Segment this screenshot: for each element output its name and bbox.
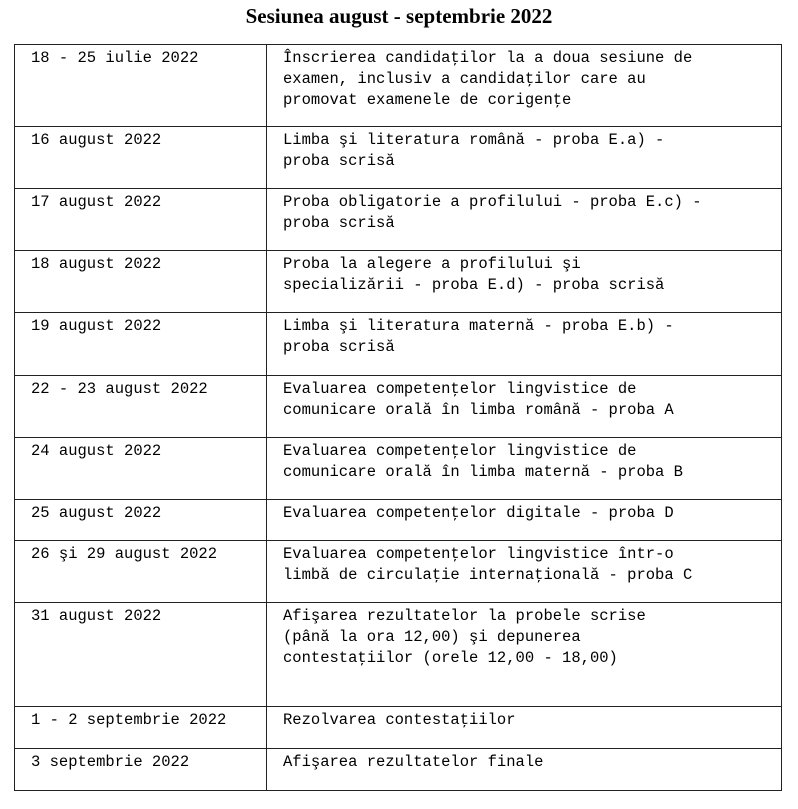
event-line: proba scrisă bbox=[283, 213, 395, 232]
event-line: Afişarea rezultatelor finale bbox=[283, 753, 544, 771]
date-cell: 18 - 25 iulie 2022 bbox=[14, 45, 267, 126]
date-cell: 25 august 2022 bbox=[14, 500, 267, 540]
event-cell bbox=[267, 376, 782, 437]
event-cell bbox=[267, 603, 782, 706]
event-line: Proba obligatorie a profilului - proba E.c) - bbox=[283, 193, 702, 211]
event-line: limbă de circulaţie internaţională - proba C bbox=[283, 565, 693, 584]
event-cell bbox=[267, 707, 782, 748]
event-line: Evaluarea competenţelor lingvistice de bbox=[283, 442, 637, 460]
table-row bbox=[14, 500, 782, 541]
date-cell: 17 august 2022 bbox=[14, 189, 267, 250]
event-line: Evaluarea competenţelor lingvistice într-o bbox=[283, 545, 674, 563]
table-row bbox=[14, 45, 782, 127]
table-row bbox=[14, 541, 782, 603]
document-title: Sesiunea august - septembrie 2022 bbox=[245, 4, 553, 28]
event-cell bbox=[267, 541, 782, 602]
event-cell bbox=[267, 127, 782, 188]
date-cell: 3 septembrie 2022 bbox=[14, 749, 267, 790]
event-cell bbox=[267, 189, 782, 250]
event-line: proba scrisă bbox=[283, 337, 395, 356]
event-line: contestaţiilor (orele 12,00 - 18,00) bbox=[283, 648, 618, 667]
table-row bbox=[14, 438, 782, 500]
event-cell bbox=[267, 438, 782, 499]
date-cell: 31 august 2022 bbox=[14, 603, 267, 706]
table-row bbox=[14, 127, 782, 189]
date-cell: 22 - 23 august 2022 bbox=[14, 376, 267, 437]
date-cell: 19 august 2022 bbox=[14, 313, 267, 375]
event-line: examen, inclusiv a candidaţilor care au bbox=[283, 69, 646, 88]
event-line: (până la ora 12,00) şi depunerea bbox=[283, 627, 581, 646]
event-line: Limba şi literatura maternă - proba E.b) - bbox=[283, 317, 674, 335]
event-line: specializării - proba E.d) - proba scrisă bbox=[283, 275, 665, 294]
event-line: Afişarea rezultatelor la probele scrise bbox=[283, 607, 646, 625]
schedule-table bbox=[14, 44, 782, 791]
event-cell bbox=[267, 313, 782, 375]
date-cell: 24 august 2022 bbox=[14, 438, 267, 499]
date-cell: 1 - 2 septembrie 2022 bbox=[14, 707, 267, 748]
event-line: proba scrisă bbox=[283, 151, 395, 170]
table-row bbox=[14, 189, 782, 251]
date-cell: 16 august 2022 bbox=[14, 127, 267, 188]
date-cell: 26 şi 29 august 2022 bbox=[14, 541, 267, 602]
event-line: comunicare orală în limba maternă - proba B bbox=[283, 462, 683, 481]
event-line: Evaluarea competenţelor digitale - proba D bbox=[283, 504, 674, 522]
table-row bbox=[14, 251, 782, 313]
event-cell bbox=[267, 45, 782, 126]
event-cell bbox=[267, 500, 782, 540]
table-row bbox=[14, 313, 782, 376]
event-line: Înscrierea candidaţilor la a doua sesiune de bbox=[283, 49, 693, 67]
table-row bbox=[14, 376, 782, 438]
event-cell bbox=[267, 749, 782, 790]
event-line: promovat examenele de corigenţe bbox=[283, 90, 572, 109]
event-line: Proba la alegere a profilului şi bbox=[283, 255, 581, 273]
event-line: Limba şi literatura română - proba E.a) - bbox=[283, 131, 665, 149]
table-row bbox=[14, 707, 782, 749]
event-line: Evaluarea competenţelor lingvistice de bbox=[283, 380, 637, 398]
table-row bbox=[14, 749, 782, 791]
event-line: comunicare orală în limba română - proba A bbox=[283, 400, 674, 419]
event-cell bbox=[267, 251, 782, 312]
date-cell: 18 august 2022 bbox=[14, 251, 267, 312]
event-line: Rezolvarea contestaţiilor bbox=[283, 711, 516, 729]
table-row bbox=[14, 603, 782, 707]
